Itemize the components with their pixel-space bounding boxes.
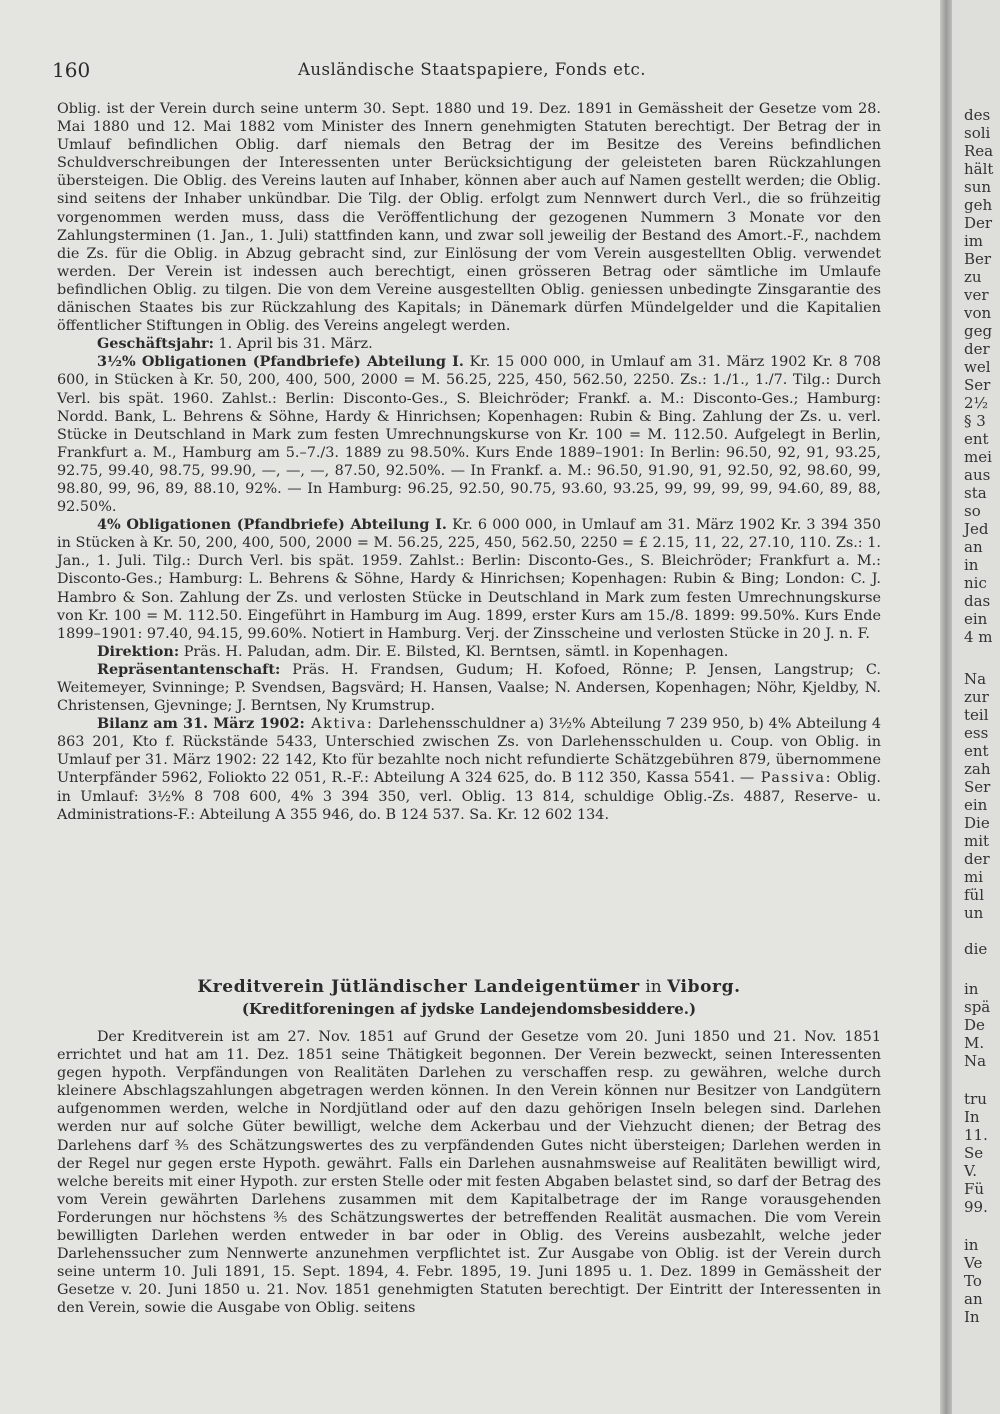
adjacent-page-fragment: mi [964,868,984,886]
adjacent-page-fragment: Na [964,1052,987,1070]
bond1-paragraph [57,353,881,516]
section-title [57,977,881,997]
adjacent-page-fragment: un [964,904,984,922]
bilanz-aktiva-label: Aktiva: [304,716,374,733]
adjacent-page-fragment: Na [964,670,987,688]
adjacent-page-fragment: mit [964,832,990,850]
section-body: Der Kreditverein ist am 27. Nov. 1851 auf Grund der Gesetze vom 20. Juni 1850 und 21. Nov. 1851 errichtet und hat am 11. Dez. 1851 seine Thätigkeit begonnen. Der Verein bezweckt, seinen Interessenten gegen hypoth. Verpfändungen von Realitäten Darlehen zu verschaffen resp. zu gewähren, welche durch kleinere Abschlagszahlungen abgetragen werden können. In den Verein können nur Besitzer von Landgütern aufgenommen werden, welche in Nordjütland oder auf den dazu gehörigen Inseln belegen sind. Darlehen werden nur auf solche Güter bewilligt, welche dem Ackerbau und der Viehzucht dienen; der Betrag des Darlehens darf ⅗ des Schätzungswertes des zu verpfändenden Gutes nicht übersteigen; Darlehen werden in der Regel nur gegen erste Hypoth. gewährt. Falls ein Darlehen ausnahmsweise auf Realitäten bewilligt wird, welche bereits mit einer Hypoth. zur ersten Stelle oder mit festen Abgaben belastet sind, so darf der Betrag des vom Verein gewährten Darlehens zusammen mit dem Kapitalbetrage der im Range vorausgehenden Forderungen nur höchstens ⅗ des Schätzungswertes der betreffenden Realität ausmachen. Die vom Verein bewilligten Darlehen werden entweder in bar oder in Oblig. des Vereins ausbezahlt, welche jeder Darlehenssucher zum Nennwerte anzunehmen verpflichtet ist. Zur Ausgabe von Oblig. ist der Verein durch seine unterm 10. Juli 1891, 15. Sept. 1894, 4. Febr. 1895, 19. Juni 1895 u. 1. Dez. 1899 in Gemässheit der Gesetze v. 20. Juni 1850 u. 21. Nov. 1851 genehmigten Statuten berechtigt. Der Eintritt der Interessenten in den Verein, sowie die Ausgabe von Oblig. seitens [57,1029,881,1317]
adjacent-page-fragment: das [964,592,991,610]
bond1-label: 3½% Obligationen (Pfandbriefe) Abteilung I. [97,353,464,371]
adjacent-page-fragment: zah [964,760,991,778]
adjacent-page-fragment: in [964,556,979,574]
adjacent-page-fragment: an [964,538,983,556]
section-title-name: Kreditverein Jütländischer Landeigentümer [197,977,640,997]
adjacent-page-fragment: 11. [964,1126,988,1144]
adjacent-page-fragment: geg [964,322,993,340]
adjacent-page-fragment: im [964,232,984,250]
adjacent-page-fragment: an [964,1290,983,1308]
adjacent-page-fragment: ver [964,286,989,304]
section-subtitle: (Kreditforeningen af jydske Landejendomsbesiddere.) [241,1000,697,1018]
adjacent-page-fragment: hält [964,160,994,178]
adjacent-page-fragment: sun [964,178,992,196]
adjacent-page-fragment: zu [964,268,982,286]
bond2-paragraph [57,516,881,643]
adjacent-page-fragment: Ber [964,250,992,268]
bond2-label: 4% Obligationen (Pfandbriefe) Abteilung I. [97,516,447,534]
page-number: 160 [52,58,91,82]
adjacent-page-fragment: In [964,1308,980,1326]
adjacent-page-fragment: die [964,940,988,958]
adjacent-page-fragment: ent [964,742,989,760]
bilanz-passiva-label: Passiva: [754,770,833,787]
adjacent-page-fragment: in [964,980,979,998]
section-title-in: in [639,977,668,997]
repraesentantenschaft-label: Repräsentantenschaft: [97,660,281,678]
bond2-text: Kr. 6 000 000, in Umlauf am 31. März 1902 Kr. 3 394 350 in Stücken à Kr. 50, 200, 400, 500, 2000 = M. 56.25, 225, 450, 562.50, 2250 = £ 2.15, 11, 22, 27.10, 110. Zs.: 1. Jan., 1. Juli. Tilg.: Durch Verl. bis spät. 1959. Zahlst.: Berlin: Disconto-Ges., S. Bleichröder; Frankfurt a. M.: Disconto-Ges.; Hamburg: L. Behrens & Söhne, Hardy & Hinrichsen; Kopenhagen: Rubin & Bing; London: C. J. Hambro & Son. Zahlung der Zs. und verlosten Stücke in Deutschland in Mark zum festen Umrechnungskurse von Kr. 100 = M. 112.50. Eingeführt in Hamburg im Aug. 1899, erster Kurs am 15./8. 1899: 99.50%. Kurs Ende 1899–1901: 97.40, 94.15, 99.60%. Notiert in Hamburg. Verj. der Zinsscheine und verlosten Stücke in 20 J. n. F. [57,517,881,642]
bilanz-aktiva-text: Darlehensschuldner a) 3½% Abteilung 7 239 950, b) 4% Abteilung 4 863 201, Kto f. Rückstände 5433, Unterschied zwischen Zs. von Darlehensschulden u. Coup. von Oblig. in Umlauf per 31. März 1902: 22 142, Kto für bezahlte noch nicht refundierte Schätzgebühren 879, übernommene Unterpfänder 5962, Foliokto 22 051, R.-F.: Abteilung A 324 625, do. B 112 350, Kassa 5541. — [57,716,881,787]
intro-paragraph: Oblig. ist der Verein durch seine unterm 30. Sept. 1880 und 19. Dez. 1891 in Gemässheit der Gesetze vom 28. Mai 1880 und 12. Mai 1882 vom Minister des Innern genehmigten Statuten berechtigt. Der Betrag der in Umlauf befindlichen Oblig. darf niemals den Betrag der im Besitze des Vereins befindlichen Schuldverschreibungen der Interessenten unter Berücksichtigung der geleisteten baren Rückzahlungen übersteigen. Die Oblig. des Vereins lauten auf Inhaber, können aber auch auf Namen gestellt werden; die Oblig. sind seitens der Inhaber unkündbar. Die Tilg. der Oblig. erfolgt zum Nennwert durch Verl., die so frühzeitig vorgenommen werden muss, dass die Veröffentlichung der gezogenen Nummern 3 Monate vor den Zahlungsterminen (1. Jan., 1. Juli) stattfinden kann, und zwar soll jeweilig der Bestand des Amort.-F., nachdem die Zs. für die Oblig. in Abzug gebracht sind, zur Einlösung der vom Verein ausgestellten Oblig. verwendet werden. Der Verein ist indessen auch berechtigt, einen grösseren Betrag oder sämtliche im Umlaufe befindlichen Oblig. zu tilgen. Die von dem Vereine ausgestellten Oblig. geniessen unbedingte Zinsgarantie des dänischen Staates bis zur Rückzahlung des Kapitals; in Dänemark dürfen Mündelgelder und die Kapitalien öffentlicher Stiftungen in Oblig. des Vereins angelegt werden. [57,101,881,335]
adjacent-page-fragment: Die [964,814,990,832]
adjacent-page-fragment: Der [964,214,993,232]
adjacent-page-fragment: teil [964,706,989,724]
adjacent-page-fragment: fül [964,886,985,904]
adjacent-page-fragment: aus [964,466,991,484]
adjacent-page-fragment: soli [964,124,991,142]
adjacent-page-fragment: § 3 [964,412,986,430]
adjacent-page-fragment: mei [964,448,992,466]
adjacent-page-fragment: ess [964,724,989,742]
adjacent-page-fragment: Ser [964,778,991,796]
adjacent-page-fragment: des [964,106,991,124]
page-gutter [940,0,952,1414]
adjacent-page-fragment: Rea [964,142,994,160]
adjacent-page-fragment: 99. [964,1198,988,1216]
adjacent-page-fragment: ein [964,610,988,628]
direktion-label: Direktion: [97,642,180,660]
adjacent-page-fragment: spä [964,998,991,1016]
adjacent-page-fragment: zur [964,688,989,706]
section-title-city: Viborg. [667,977,741,997]
adjacent-page-fragment: tru [964,1090,987,1108]
adjacent-page-fragment: 2½ [964,394,989,412]
repraesentantenschaft-paragraph [57,661,881,715]
adjacent-page-fragment: nic [964,574,987,592]
adjacent-page-fragment: M. [964,1034,985,1052]
adjacent-page-fragment: wel [964,358,991,376]
adjacent-page-fragment: Ve [964,1254,983,1272]
running-head: Ausländische Staatspapiere, Fonds etc. [297,60,647,79]
adjacent-page-fragment: geh [964,196,993,214]
direktion-paragraph [57,643,881,661]
adjacent-page-fragment: von [964,304,992,322]
adjacent-page-fragment: V. [964,1162,977,1180]
adjacent-page-fragment: der [964,340,990,358]
geschaeftsjahr-paragraph [57,335,881,353]
adjacent-page-fragment: der [964,850,990,868]
adjacent-page-fragment: Jed [964,520,989,538]
adjacent-page-edge [952,0,1000,1414]
adjacent-page-fragment: Fü [964,1180,985,1198]
page-header [52,58,892,82]
adjacent-page-fragment: De [964,1016,985,1034]
bond1-text: Kr. 15 000 000, in Umlauf am 31. März 1902 Kr. 8 708 600, in Stücken à Kr. 50, 200, 400, 500, 2000 = M. 56.25, 225, 450, 562.50, 2250. Zs.: 1./1., 1./7. Tilg.: Durch Verl. bis spät. 1960. Zahlst.: Berlin: Disconto-Ges., S. Bleichröder; Frankf. a. M.: Disconto-Ges.; Hamburg: Nordd. Bank, L. Behrens & Söhne, Hardy & Hinrichsen; Kopenhagen: Rubin & Bing. Zahlung der Zs. u. verl. Stücke in Deutschland in Mark zum festen Umrechnungskurse von Kr. 100 = M. 112.50. Aufgelegt in Berlin, Frankfurt a. M., Hamburg am 5.–7./3. 1889 zu 98.50%. Kurs Ende 1889–1901: In Berlin: 96.50, 92, 91, 93.25, 92.75, 99.40, 98.75, 99.90, —, —, —, 87.50, 92.50%. — In Frankf. a. M.: 96.50, 91.90, 91, 92.50, 92, 98.60, 99, 98.80, 99, 96, 89, 88.10, 92%. — In Hamburg: 96.25, 92.50, 90.75, 93.60, 93.25, 99, 99, 99, 99, 94.60, 89, 88, 92.50%. [57,354,882,516]
direktion-text: Präs. H. Paludan, adm. Dir. E. Bilsted, Kl. Berntsen, sämtl. in Kopenhagen. [179,643,729,660]
adjacent-page-fragment: 4 m [964,628,993,646]
adjacent-page-fragment: In [964,1108,980,1126]
bilanz-paragraph [57,715,881,824]
main-column-upper [57,100,881,824]
bilanz-label: Bilanz am 31. März 1902: [97,715,305,733]
geschaeftsjahr-label: Geschäftsjahr: [97,335,214,353]
adjacent-page-fragment: ein [964,796,988,814]
adjacent-page-fragment: ent [964,430,989,448]
adjacent-page-fragment: in [964,1236,979,1254]
bilanz-passiva-text: Oblig. in Umlauf: 3½% 8 708 600, 4% 3 394 350, verl. Oblig. 13 814, schuldige Oblig.-Zs. 4887, Reserve- u. Administrations-F.: Abteilung A 355 946, do. B 124 537. Sa. Kr. 12 602 134. [57,770,881,823]
adjacent-page-fragment: Se [964,1144,984,1162]
geschaeftsjahr-text: 1. April bis 31. März. [213,336,373,353]
repraesentantenschaft-text: Präs. H. Frandsen, Gudum; H. Kofoed, Rönne; P. Jensen, Langstrup; C. Weitemeyer, Svinninge; P. Svendsen, Bagsvärd; H. Hansen, Vaalse; N. Andersen, Kopenhagen; Nöhr, Kjeldby, N. Christensen, Gjevninge; J. Berntsen, Ny Krumstrup. [57,661,881,715]
main-column-lower [57,1028,881,1318]
section-heading [57,977,881,1018]
adjacent-page-fragment: To [964,1272,982,1290]
adjacent-page-fragment: so [964,502,981,520]
adjacent-page-fragment: sta [964,484,987,502]
adjacent-page-fragment: Ser [964,376,991,394]
